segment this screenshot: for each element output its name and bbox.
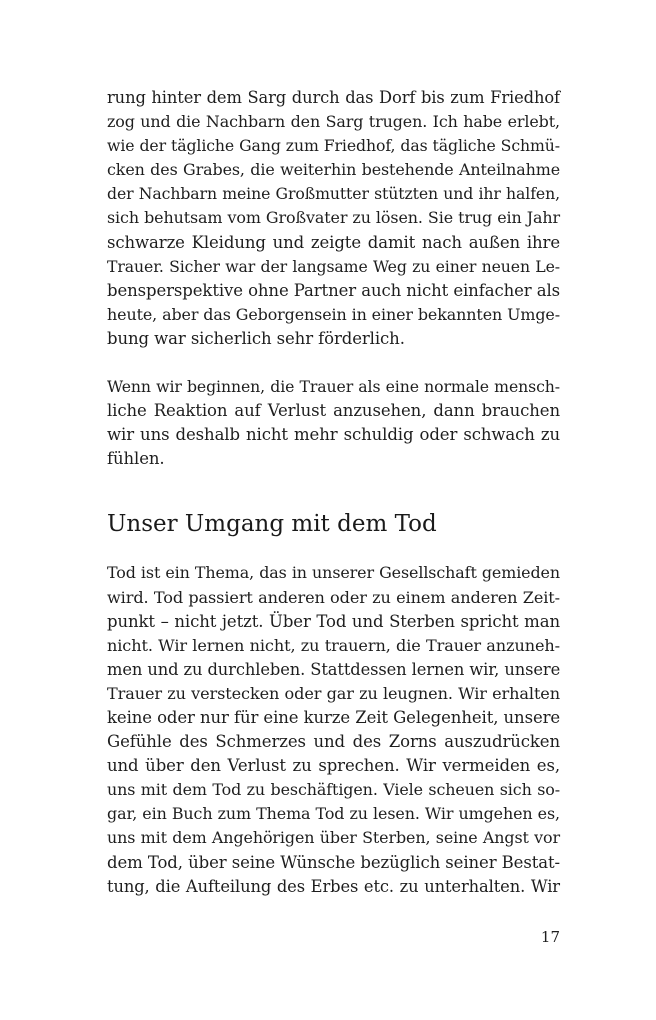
- text-line: wir uns deshalb nicht mehr schuldig oder schwach zu: [107, 425, 560, 445]
- text-line: der Nachbarn meine Großmutter stützten und ihr halfen,: [107, 184, 560, 204]
- text-line: wird. Tod passiert anderen oder zu einem anderen Zeit-: [107, 587, 560, 607]
- text-line: Tod ist ein Thema, das in unserer Gesellschaft gemieden: [107, 563, 560, 583]
- text-line: keine oder nur für eine kurze Zeit Gelegenheit, unsere: [107, 707, 561, 727]
- text-line: Trauer. Sicher war der langsame Weg zu einer neuen Le-: [107, 256, 560, 276]
- text-line: Wenn wir beginnen, die Trauer als eine normale mensch-: [107, 377, 560, 397]
- text-line: cken des Grabes, die weiterhin bestehende Anteilnahme: [107, 160, 560, 180]
- text-line: tung, die Aufteilung des Erbes etc. zu unterhalten. Wir: [107, 876, 560, 896]
- text-line: Gefühle des Schmerzes und des Zorns auszudrücken: [107, 732, 560, 752]
- text-line: gar, ein Buch zum Thema Tod zu lesen. Wir umgehen es,: [107, 804, 560, 824]
- text-line: bung war sicherlich sehr förderlich.: [107, 328, 405, 348]
- paragraph-3: [107, 561, 560, 898]
- text-line: rung hinter dem Sarg durch das Dorf bis zum Friedhof: [107, 88, 560, 107]
- paragraph-1: [107, 86, 560, 351]
- text-line: punkt – nicht jetzt. Über Tod und Sterben spricht man: [107, 611, 560, 631]
- section-heading: Unser Umgang mit dem Tod: [107, 511, 437, 538]
- text-line: und über den Verlust zu sprechen. Wir vermeiden es,: [107, 756, 560, 776]
- text-line: men und zu durchleben. Stattdessen lernen wir, unsere: [107, 659, 561, 679]
- text-line: heute, aber das Geborgensein in einer bekannten Umge-: [107, 304, 560, 324]
- text-line: schwarze Kleidung und zeigte damit nach außen ihre: [107, 232, 560, 252]
- text-line: Trauer zu verstecken oder gar zu leugnen. Wir erhalten: [107, 683, 560, 703]
- text-line: zog und die Nachbarn den Sarg trugen. Ich habe erlebt,: [107, 112, 560, 132]
- text-line: nicht. Wir lernen nicht, zu trauern, die Trauer anzuneh-: [107, 635, 560, 655]
- page-number: 17: [540, 928, 560, 946]
- text-line: uns mit dem Angehörigen über Sterben, seine Angst vor: [107, 828, 560, 848]
- text-line: sich behutsam vom Großvater zu lösen. Sie trug ein Jahr: [107, 208, 560, 228]
- text-line: uns mit dem Tod zu beschäftigen. Viele scheuen sich so-: [107, 780, 560, 800]
- page-body: [107, 86, 560, 899]
- text-line: wie der tägliche Gang zum Friedhof, das tägliche Schmü-: [107, 136, 560, 156]
- paragraph-2: [107, 375, 560, 471]
- text-line: liche Reaktion auf Verlust anzusehen, dann brauchen: [107, 401, 560, 421]
- text-line: dem Tod, über seine Wünsche bezüglich seiner Bestat-: [107, 852, 560, 872]
- text-line: bensperspektive ohne Partner auch nicht einfacher als: [107, 280, 560, 300]
- text-line: fühlen.: [107, 449, 165, 469]
